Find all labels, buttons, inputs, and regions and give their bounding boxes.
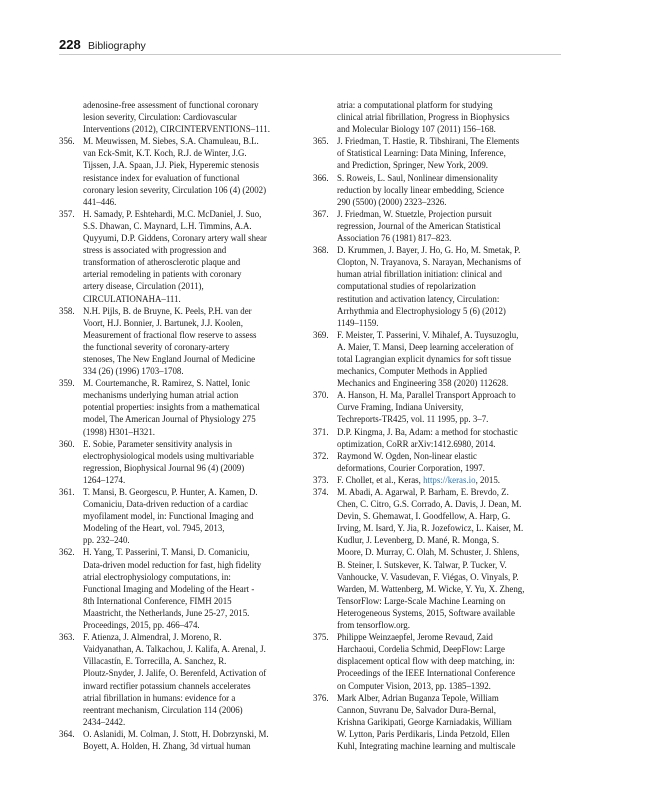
reference-text: M. Abadi, A. Agarwal, P. Barham, E. Brevdo, Z. Chen, C. Citro, G.S. Corrado, A. Davis, J. Dean, M. Devin, S. Ghemawat, I. Goodfellow, A. Harp, G. Irving, M. Isard, Y. Jia, R. Jozefowicz, L. Kaiser, M. Kudlur, J. Levenberg, D. Mané, R. Monga, S. Moore, D. Murray, C. Olah, M. Schuster, J. Shlens, B. Steiner, I. Sutskever, K. Talwar, P. Tucker, V. Vanhoucke, V. Vasudevan, F. Viégas, O. Vinyals, P. Warden, M. Wattenberg, M. Wicke, Y. Yu, X. Zheng, TensorFlow: Large-Scale Machine Learning on Heterogeneous Systems, 2015, Software available from tensorflow.org. <box>337 487 525 631</box>
reference-number: 368. <box>313 245 329 256</box>
reference-entry <box>313 244 568 329</box>
reference-text: D. Krummen, J. Bayer, J. Ho, G. Ho, M. Smetak, P. Clopton, N. Trayanova, S. Narayan, Mechanisms of human atrial fibrillation initiation: clinical and computational studies of repolarization restitution and activation latency, Circulation: Arrhythmia and Electrophysiology 5 (6) (2012) 1149–1159. <box>337 245 522 328</box>
reference-text: M. Meuwissen, M. Siebes, S.A. Chamuleau, B.L. van Eck-Smit, K.T. Koch, R.J. de Winter, J.G. Tijssen, J.A. Spaan, J.J. Piek, Hyperemic stenosis resistance index for evaluation of functional coronary lesion severity, Circulation 106 (4) (2002) 441–446. <box>83 136 267 207</box>
reference-entry <box>59 305 314 378</box>
reference-entry <box>59 438 314 486</box>
reference-number: 373. <box>313 474 329 485</box>
reference-number: 364. <box>59 728 75 739</box>
reference-entry <box>59 631 314 728</box>
running-head-title: Bibliography <box>88 40 146 52</box>
bibliography-right-column <box>313 99 568 752</box>
reference-entry <box>59 135 314 208</box>
reference-entry <box>313 474 568 486</box>
reference-text: E. Sobie, Parameter sensitivity analysis in electrophysiological models using multivariable regression, Biophysical Journal 96 (4) (2009) 1264–1274. <box>83 438 254 485</box>
reference-text: H. Yang, T. Passerini, T. Mansi, D. Comaniciu, Data-driven model reduction for fast, high fidelity atrial electrophysiology computations, in: Functional Imaging and Modeling of the Heart - 8th International Conference, FIMH 2015 Maastricht, the Netherlands, June 25-27, 2015. Proceedings, 2015, pp. 466–474. <box>83 547 262 631</box>
reference-number: 375. <box>313 632 329 643</box>
reference-number: 362. <box>59 547 75 558</box>
reference-text: J. Friedman, T. Hastie, R. Tibshirani, The Elements of Statistical Learning: Data Mining, Inference, and Prediction, Springer, New York, 2009. <box>337 136 520 171</box>
reference-entry <box>313 631 568 691</box>
reference-text: O. Aslanidi, M. Colman, J. Stott, H. Dobrzynski, M. Boyett, A. Holden, H. Zhang, 3d virtual human <box>83 728 269 751</box>
reference-text: S. Roweis, L. Saul, Nonlinear dimensionality reduction by locally linear embedding, Science 290 (5500) (2000) 2323–2326. <box>337 172 505 207</box>
reference-number: 365. <box>313 136 329 147</box>
reference-entry <box>59 728 314 752</box>
reference-text: atria: a computational platform for studying clinical atrial fibrillation, Progress in Biophysics and Molecular Biology 107 (2011) 156–168. <box>337 100 510 135</box>
reference-entry <box>59 377 314 437</box>
reference-text-after-link: , 2015. <box>475 474 500 485</box>
reference-number: 366. <box>313 172 329 183</box>
reference-entry <box>313 450 568 474</box>
reference-number: 356. <box>59 136 75 147</box>
page-number: 228 <box>59 37 81 52</box>
reference-text: H. Samady, P. Eshtehardi, M.C. McDaniel, J. Suo, S.S. Dhawan, C. Maynard, L.H. Timmins, A.A. Quyyumi, D.P. Giddens, Coronary artery wall shear stress is associated with progression and transformation of atherosclerotic plaque and arterial remodeling in patients with coronary artery disease, Circulation (2011), CIRCULATIONAHA–111. <box>83 208 267 304</box>
reference-number: 372. <box>313 450 329 461</box>
reference-text: N.H. Pijls, B. de Bruyne, K. Peels, P.H. van der Voort, H.J. Bonnier, J. Bartunek, J.J. Koolen, Measurement of fractional flow reserve to assess the functional severity of coronary-artery stenoses, The New England Journal of Medicine 334 (26) (1996) 1703–1708. <box>83 305 257 377</box>
reference-text: M. Courtemanche, R. Ramirez, S. Nattel, Ionic mechanisms underlying human atrial action potential properties: insights from a mathematical model, The American Journal of Physiology 275 (1998) H301–H321. <box>83 378 260 437</box>
bibliography-left-column <box>59 99 314 752</box>
reference-number: 358. <box>59 305 75 316</box>
reference-text: adenosine-free assessment of functional coronary lesion severity, Circulation: Cardiovascular Interventions (2012), CIRCINTERVENTIONS–111. <box>83 100 270 135</box>
reference-entry <box>313 208 568 244</box>
reference-text: Philippe Weinzaepfel, Jerome Revaud, Zaid Harchaoui, Cordelia Schmid, DeepFlow: Large displacement optical flow with deep matching, in: Proceedings of the IEEE International Conference on Computer Vision, 2013, pp. 1385–1392. <box>337 632 516 691</box>
reference-entry <box>313 329 568 389</box>
reference-number: 371. <box>313 426 329 437</box>
reference-entry <box>313 389 568 425</box>
reference-number: 357. <box>59 208 75 219</box>
reference-text: D.P. Kingma, J. Ba, Adam: a method for stochastic optimization, CoRR arXiv:1412.6980, 2014. <box>337 426 518 449</box>
reference-entry <box>59 99 314 135</box>
reference-text: J. Friedman, W. Stuetzle, Projection pursuit regression, Journal of the American Statistical Association 76 (1981) 817–823. <box>337 208 501 244</box>
reference-number: 363. <box>59 632 75 643</box>
reference-entry <box>59 486 314 546</box>
reference-entry <box>313 486 568 631</box>
reference-entry <box>313 426 568 450</box>
reference-number: 374. <box>313 487 329 497</box>
reference-text: Raymond W. Ogden, Non-linear elastic deformations, Courier Corporation, 1997. <box>337 450 485 473</box>
reference-entry <box>59 208 314 305</box>
reference-text-before-link: F. Chollet, et al., Keras, <box>337 474 424 485</box>
reference-text: F. Atienza, J. Almendral, J. Moreno, R. Vaidyanathan, A. Talkachou, J. Kalifa, A. Arenal, J. Villacastín, E. Torrecilla, A. Sanchez, R. Ploutz-Snyder, J. Jalife, O. Berenfeld, Activation of inward rectifier potassium channels accelerates atrial fibrillation in humans: evidence for a reentrant mechanism, Circulation 114 (2006) 2434–2442. <box>83 632 267 727</box>
reference-number: 360. <box>59 438 75 449</box>
reference-entry <box>313 99 568 135</box>
reference-text: Mark Alber, Adrian Buganza Tepole, William Cannon, Suvranu De, Salvador Dura-Bernal, Krishna Garikipati, George Karniadakis, William W. Lytton, Paris Perdikaris, Linda Petzold, Ellen Kuhl, Integrating machine learning and multiscale <box>337 692 516 751</box>
reference-number: 376. <box>313 692 329 703</box>
reference-number: 367. <box>313 208 329 219</box>
reference-text: T. Mansi, B. Georgescu, P. Hunter, A. Kamen, D. Comaniciu, Data-driven reduction of a cardiac myofilament model, in: Functional Imaging and Modeling of the Heart, vol. 7945, 2013, pp. 232–240. <box>83 487 258 546</box>
reference-entry <box>313 692 568 752</box>
running-header <box>59 36 561 55</box>
reference-number: 361. <box>59 487 75 497</box>
reference-number: 370. <box>313 390 329 401</box>
reference-entry <box>313 135 568 171</box>
reference-entry <box>59 546 314 631</box>
reference-text <box>337 474 568 486</box>
reference-number: 369. <box>313 329 329 340</box>
reference-text: F. Meister, T. Passerini, V. Mihalef, A. Tuysuzoglu, A. Maier, T. Mansi, Deep learning acceleration of total Lagrangian explicit dynamics for soft tissue mechanics, Computer Methods in Applied Mechanics and Engineering 358 (2020) 112628. <box>337 329 519 389</box>
reference-text: A. Hanson, H. Ma, Parallel Transport Approach to Curve Framing, Indiana University, Techreports-TR425, vol. 11 1995, pp. 3–7. <box>337 390 516 425</box>
reference-entry <box>313 172 568 208</box>
keras-link[interactable]: https://keras.io <box>423 474 476 485</box>
reference-number: 359. <box>59 378 75 389</box>
